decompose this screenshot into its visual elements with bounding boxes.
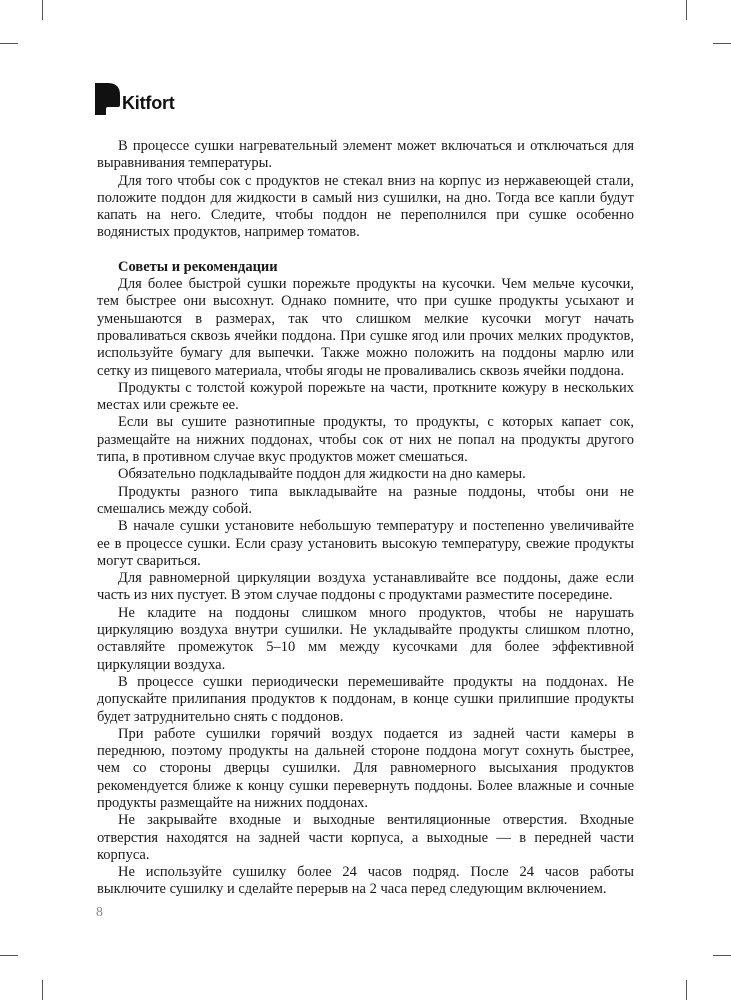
kitfort-logo-icon: [95, 83, 120, 115]
tip-paragraph: В начале сушки установите небольшую температуру и постепенно увеличивайте ее в процессе сушки. Если сразу установить высокую температуру, свежие продукты могут свариться.: [97, 518, 634, 569]
tip-paragraph: Не кладите на поддоны слишком много продуктов, чтобы не нарушать циркуляцию воздуха внутри сушилки. Не укладывайте продукты слишком плотно, оставляйте промежуток 5–10 мм между кусочками для более эффективной циркуляции воздуха.: [97, 604, 634, 673]
tip-paragraph: Продукты с толстой кожурой порежьте на части, проткните кожуру в нескольких местах или срежьте ее.: [97, 379, 634, 414]
tip-paragraph: Для равномерной циркуляции воздуха устанавливайте все поддоны, даже если часть из них пустует. В этом случае поддоны с продуктами разместите посередине.: [97, 570, 634, 604]
crop-mark: [713, 43, 731, 44]
tip-paragraph: Обязательно подкладывайте поддон для жидкости на дно камеры.: [118, 466, 526, 483]
crop-mark: [686, 980, 687, 1000]
crop-mark: [42, 0, 43, 20]
tip-paragraph: Продукты разного типа выкладывайте на разные поддоны, чтобы они не смешались между собой.: [97, 483, 634, 517]
tip-paragraph: Для более быстрой сушки порежьте продукты на кусочки. Чем мельче кусочки, тем быстрее они высохнут. Однако помните, что при сушке продукты усыхают и уменьшаются в размерах, так что слишком мелкие кусочки могут начать проваливаться сквозь ячейки поддона. При сушке ягод или прочих мелких продуктов, используйте бумагу для выпечки. Также можно положить на поддоны марлю или сетку из пищевого материала, чтобы ягоды не проваливались сквозь ячейки поддона.: [97, 276, 634, 379]
tip-paragraph: В процессе сушки периодически перемешивайте продукты на поддонах. Не допускайте прилипания продуктов к поддонам, в конце сушки прилипшие продукты будет затруднительно снять с поддонов.: [97, 673, 634, 725]
crop-mark: [42, 980, 43, 1000]
section-heading: Советы и рекомендации: [118, 258, 278, 275]
paragraph: В процессе сушки нагревательный элемент может включаться и отключаться для выравнивания температуры.: [97, 138, 634, 172]
paragraph: Для того чтобы сок с продуктов не стекал вниз на корпус из нержавеющей стали, положите поддон для жидкости в самый низ сушилки, на дно. Тогда все капли будут капать на него. Следите, чтобы поддон не переполнился при сушке особенно водянистых продуктов, например томатов.: [97, 172, 634, 241]
kitfort-logo: [95, 83, 175, 115]
crop-mark: [0, 43, 18, 44]
tip-paragraph: Не закрывайте входные и выходные вентиляционные отверстия. Входные отверстия находятся на задней части корпуса, а выходные — в передней части корпуса.: [97, 812, 634, 863]
page-number: 8: [96, 905, 103, 920]
brand-name: Kitfort: [122, 93, 175, 113]
crop-mark: [686, 0, 687, 20]
document-body: [97, 138, 634, 899]
tip-paragraph: Не используйте сушилку более 24 часов подряд. После 24 часов работы выключите сушилку и сделайте перерыв на 2 часа перед следующим включением.: [97, 864, 634, 898]
crop-mark: [0, 955, 18, 956]
tip-paragraph: Если вы сушите разнотипные продукты, то продукты, с которых капает сок, размещайте на нижних поддонах, чтобы сок от них не попал на продукты другого типа, в противном случае вкус продуктов может смешаться.: [97, 414, 634, 466]
crop-mark: [713, 955, 731, 956]
tip-paragraph: При работе сушилки горячий воздух подается из задней части камеры в переднюю, поэтому продукты на дальней стороне поддона могут сохнуть быстрее, чем со стороны дверцы сушилки. Для равномерного высыхания продуктов рекомендуется ближе к концу сушки перевернуть поддоны. Более влажные и сочные продукты размещайте на нижних поддонах.: [97, 725, 634, 811]
